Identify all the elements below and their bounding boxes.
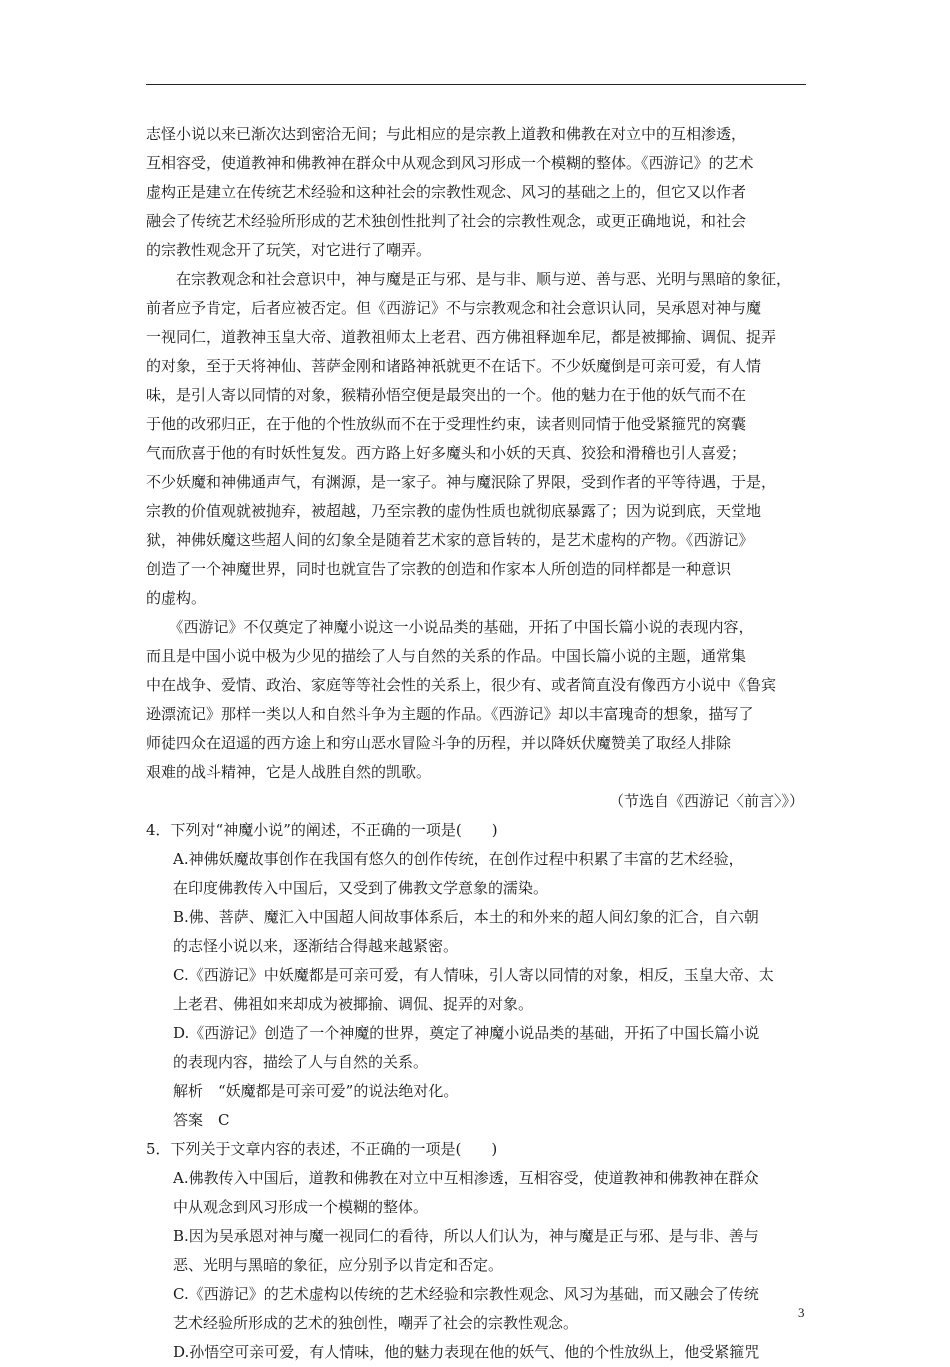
option-line: C.《西游记》的艺术虚构以传统的艺术经验和宗教性观念、风习为基础，而又融会了传统 xyxy=(173,1285,759,1303)
document-body xyxy=(146,120,806,1367)
option-b xyxy=(146,903,806,961)
option-d xyxy=(146,1338,806,1367)
option-line: 艺术经验所形成的艺术的独创性，嘲弄了社会的宗教性观念。 xyxy=(173,1314,579,1332)
paragraph-line: 于他的改邪归正，在于他的个性放纵而不在于受理性约束，读者则同情于他受紧箍咒的窝囊 xyxy=(146,415,747,433)
option-line: A.佛教传入中国后，道教和佛教在对立中互相渗透，互相容受，使道教神和佛教神在群众 xyxy=(173,1169,759,1187)
question-5 xyxy=(146,1135,806,1367)
question-4 xyxy=(146,816,806,1135)
option-line: D.《西游记》创造了一个神魔的世界，奠定了神魔小说品类的基础，开拓了中国长篇小说 xyxy=(173,1024,760,1042)
option-c xyxy=(146,1280,806,1338)
analysis-text: 解析 “妖魔都是可亲可爱”的说法绝对化。 xyxy=(173,1082,459,1100)
option-line: 中从观念到风习形成一个模糊的整体。 xyxy=(173,1198,429,1216)
option-line: 上老君、佛祖如来却成为被揶揄、调侃、捉弄的对象。 xyxy=(173,995,534,1013)
option-line: B.因为吴承恩对神与魔一视同仁的看待，所以人们认为，神与魔是正与邪、是与非、善与 xyxy=(173,1227,759,1245)
paragraph-line: 狱，神佛妖魔这些超人间的幻象全是随着艺术家的意旨转的，是艺术虚构的产物。《西游记》 xyxy=(146,531,754,549)
paragraph-line: 逊漂流记》那样一类以人和自然斗争为主题的作品。《西游记》却以丰富瑰奇的想象，描写了 xyxy=(146,705,754,723)
paragraph-line: 虚构正是建立在传统艺术经验和这种社会的宗教性观念、风习的基础之上的，但它又以作者 xyxy=(146,183,747,201)
question-stem: 5．下列关于文章内容的表述，不正确的一项是( ) xyxy=(146,1140,498,1158)
question-stem: 4．下列对“神魔小说”的阐述，不正确的一项是( ) xyxy=(146,821,498,839)
option-d xyxy=(146,1019,806,1077)
option-line: 在印度佛教传入中国后，又受到了佛教文学意象的濡染。 xyxy=(173,879,549,897)
option-line: B.佛、菩萨、魔汇入中国超人间故事体系后，本土的和外来的超人间幻象的汇合，自六朝 xyxy=(173,908,759,926)
option-line: C.《西游记》中妖魔都是可亲可爱，有人情味，引人寄以同情的对象，相反，玉皇大帝、太 xyxy=(173,966,774,984)
option-a xyxy=(146,845,806,903)
paragraph xyxy=(146,613,806,787)
option-line: 的表现内容，描绘了人与自然的关系。 xyxy=(173,1053,429,1071)
paragraph-line: 一视同仁，道教神玉皇大帝、道教祖师太上老君、西方佛祖释迦牟尼，都是被揶揄、调侃、捉弄 xyxy=(146,328,777,346)
question-options xyxy=(146,845,806,1077)
paragraph-line: 志怪小说以来已渐次达到密洽无间；与此相应的是宗教上道教和佛教在对立中的互相渗透， xyxy=(146,125,747,143)
paragraph-line: 融会了传统艺术经验所形成的艺术独创性批判了社会的宗教性观念，或更正确地说，和社会 xyxy=(146,212,747,230)
paragraph-line: 的对象，至于天将神仙、菩萨金刚和诸路神祇就更不在话下。不少妖魔倒是可亲可爱，有人情 xyxy=(146,357,762,375)
header-rule xyxy=(146,84,806,85)
passage xyxy=(146,120,806,787)
paragraph-line: 的虚构。 xyxy=(146,589,207,607)
paragraph-line: 而且是中国小说中极为少见的描绘了人与自然的关系的作品。中国长篇小说的主题，通常集 xyxy=(146,647,747,665)
paragraph-line: 《西游记》不仅奠定了神魔小说这一小说品类的基础，开拓了中国长篇小说的表现内容， xyxy=(146,618,754,636)
paragraph-line: 在宗教观念和社会意识中，神与魔是正与邪、是与非、顺与逆、善与恶、光明与黑暗的象征， xyxy=(146,270,792,288)
option-line: A.神佛妖魔故事创作在我国有悠久的创作传统，在创作过程中积累了丰富的艺术经验， xyxy=(173,850,744,868)
paragraph-line: 的宗教性观念开了玩笑，对它进行了嘲弄。 xyxy=(146,241,432,259)
option-b xyxy=(146,1222,806,1280)
paragraph-line: 师徒四众在迢遥的西方途上和穷山恶水冒险斗争的历程，并以降妖伏魔赞美了取经人排除 xyxy=(146,734,732,752)
paragraph-line: 宗教的价值观就被抛弃，被超越，乃至宗教的虚伪性质也就彻底暴露了；因为说到底，天堂地 xyxy=(146,502,762,520)
paragraph-line: 气而欣喜于他的有时妖性复发。西方路上好多魔头和小妖的天真、狡狯和滑稽也引人喜爱； xyxy=(146,444,747,462)
option-line: 的志怪小说以来，逐渐结合得越来越紧密。 xyxy=(173,937,459,955)
paragraph-line: 前者应予肯定，后者应被否定。但《西游记》不与宗教观念和社会意识认同，吴承恩对神与魔 xyxy=(146,299,762,317)
option-c xyxy=(146,961,806,1019)
page-number: 3 xyxy=(798,1305,805,1320)
question-options xyxy=(146,1164,806,1367)
paragraph-line: 互相容受，使道教神和佛教神在群众中从观念到风习形成一个模糊的整体。《西游记》的艺术 xyxy=(146,154,754,172)
paragraph-line: 创造了一个神魔世界，同时也就宣告了宗教的创造和作家本人所创造的同样都是一种意识 xyxy=(146,560,732,578)
option-line: 恶、光明与黑暗的象征，应分别予以肯定和否定。 xyxy=(173,1256,504,1274)
answer-text: 答案 C xyxy=(173,1111,230,1129)
source-citation: （节选自《西游记〈前言〉》） xyxy=(608,792,804,810)
paragraph-line: 味，是引人寄以同情的对象，猴精孙悟空便是最突出的一个。他的魅力在于他的妖气而不在 xyxy=(146,386,747,404)
paragraph xyxy=(146,120,806,265)
paragraph-line: 中在战争、爱情、政治、家庭等等社会性的关系上，很少有、或者简直没有像西方小说中《鲁宾 xyxy=(146,676,777,694)
paragraph-line: 不少妖魔和神佛通声气，有渊源，是一家子。神与魔泯除了界限，受到作者的平等待遇，于是， xyxy=(146,473,777,491)
option-line: D.孙悟空可亲可爱，有人情味，他的魅力表现在他的妖气、他的个性放纵上，他受紧箍咒 xyxy=(173,1343,760,1361)
option-a xyxy=(146,1164,806,1222)
paragraph-line: 艰难的战斗精神，它是人战胜自然的凯歌。 xyxy=(146,763,432,781)
paragraph xyxy=(146,265,806,613)
